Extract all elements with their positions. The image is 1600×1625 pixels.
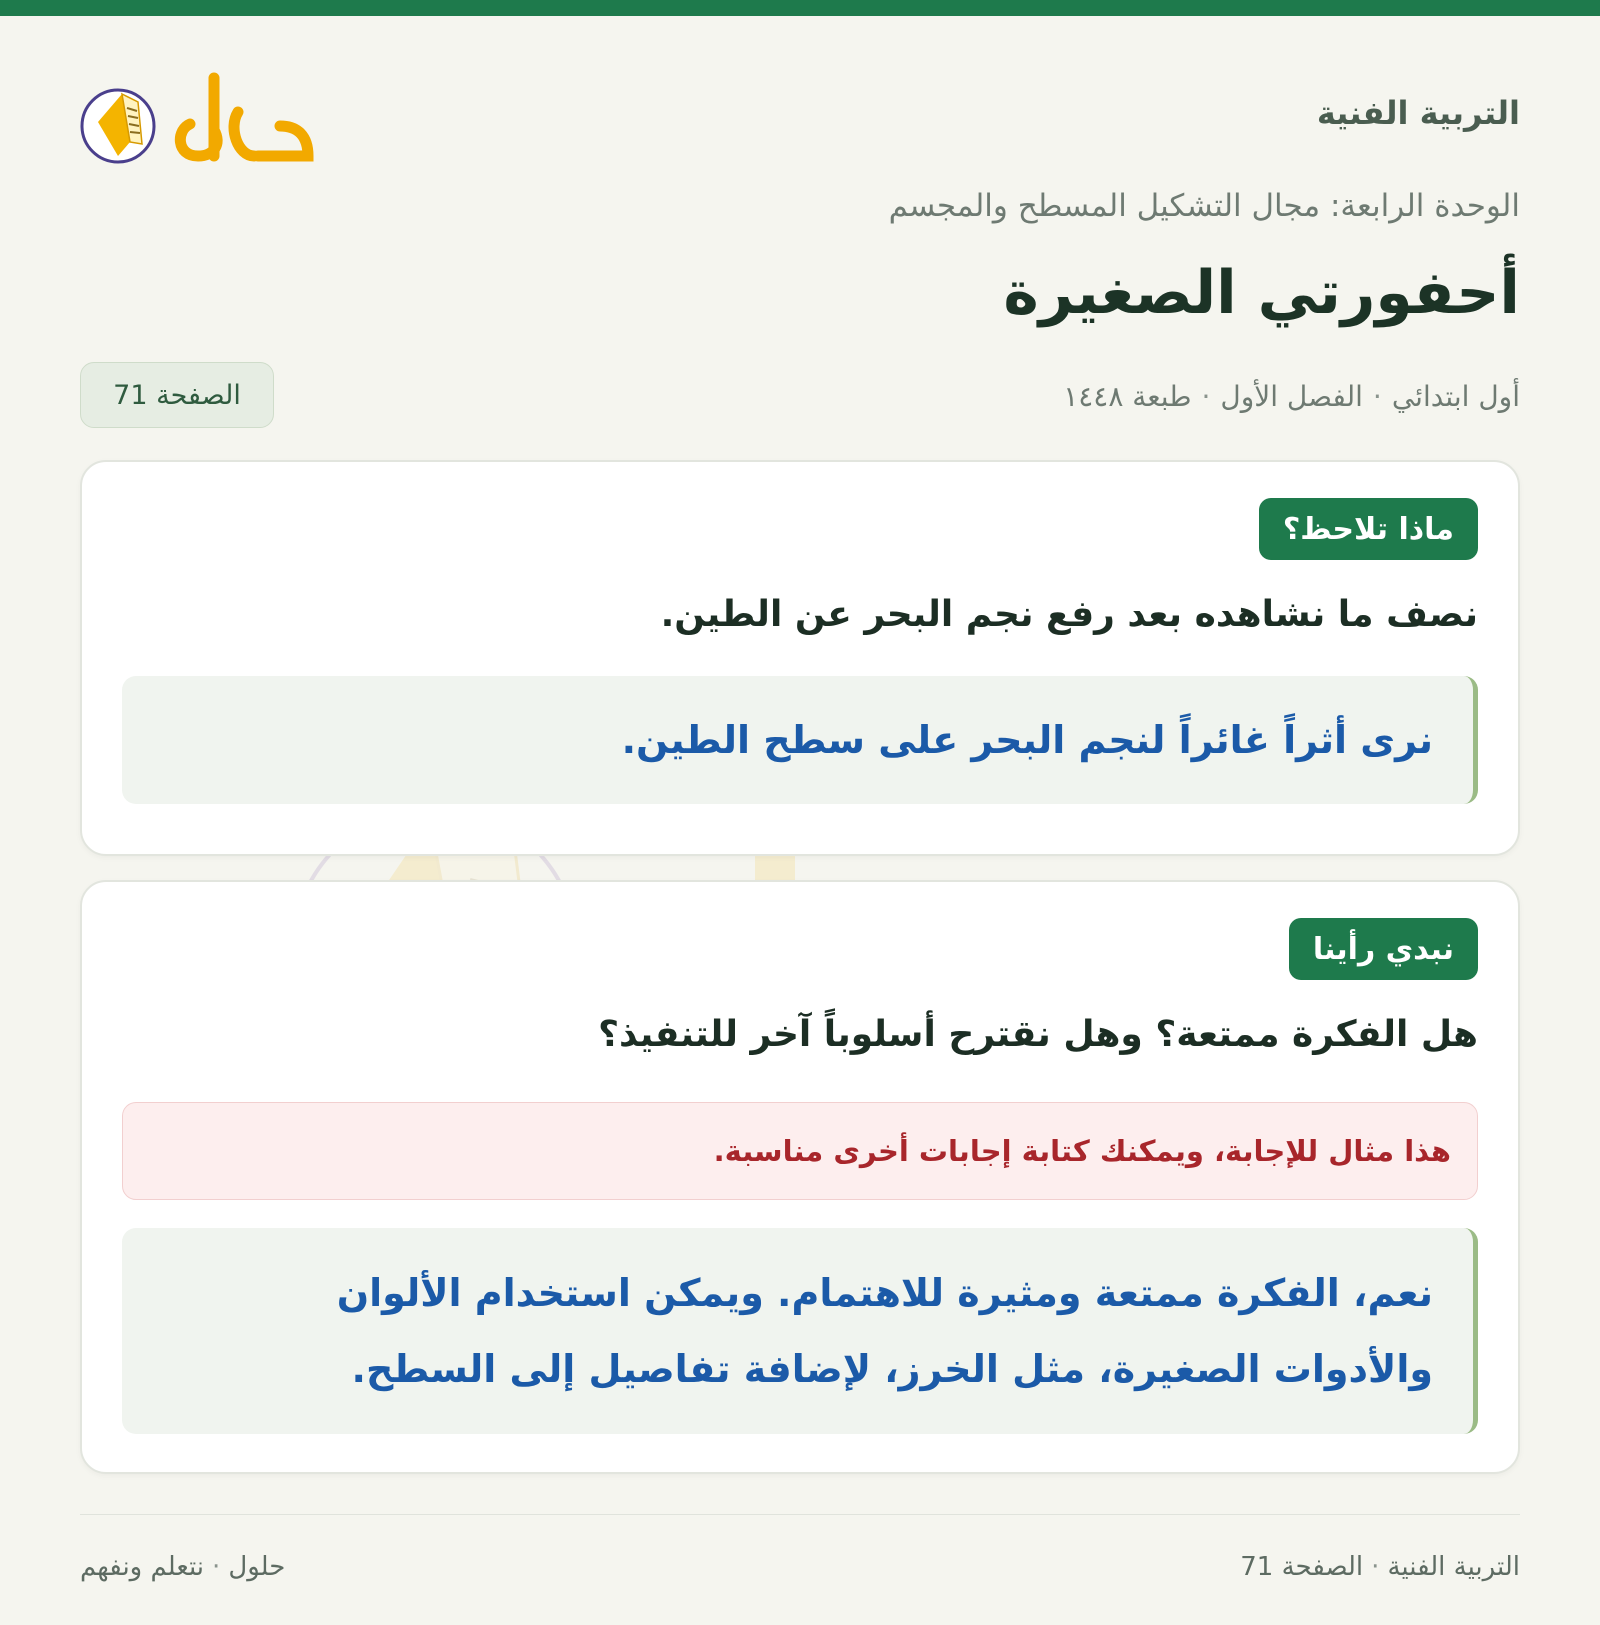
question-text: نصف ما نشاهده بعد رفع نجم البحر عن الطين. (660, 594, 1478, 635)
page (80, 16, 1520, 1625)
grade-label: أول ابتدائي (1391, 380, 1520, 413)
answer-box (122, 1228, 1478, 1434)
answer-box (122, 676, 1478, 804)
answer-text-line: والأدوات الصغيرة، مثل الخرز، لإضافة تفاصيل إلى السطح. (351, 1347, 1433, 1391)
top-accent-bar (0, 0, 1600, 16)
question-text: هل الفكرة ممتعة؟ وهل نقترح أسلوباً آخر للتنفيذ؟ (598, 1014, 1478, 1055)
separator-dot: · (1372, 380, 1382, 413)
separator-dot: · (1371, 1552, 1380, 1582)
answer-text-line: نعم، الفكرة ممتعة ومثيرة للاهتمام. ويمكن استخدام الألوان (336, 1271, 1433, 1315)
footer-left (80, 1552, 285, 1582)
hulul-logo[interactable] (80, 64, 340, 174)
section-tag: نبدي رأينا (1289, 918, 1478, 980)
note-text: هذا مثال للإجابة، ويمكنك كتابة إجابات أخرى مناسبة. (713, 1134, 1451, 1168)
example-note (122, 1102, 1478, 1200)
lesson-meta (1063, 380, 1520, 413)
footer-divider (80, 1514, 1520, 1515)
footer-brand[interactable]: حلول (228, 1552, 286, 1582)
separator-dot: · (1201, 380, 1211, 413)
footer-subject: التربية الفنية (1387, 1552, 1520, 1582)
section-card-opinion (80, 880, 1520, 1474)
footer-right (1240, 1552, 1520, 1582)
answer-text: نرى أثراً غائراً لنجم البحر على سطح الطين. (621, 718, 1433, 762)
footer-page: الصفحة 71 (1240, 1552, 1364, 1582)
term-label: الفصل الأول (1220, 380, 1363, 413)
edition-label: طبعة ١٤٤٨ (1063, 380, 1192, 413)
section-card-observe (80, 460, 1520, 856)
subject-title: التربية الفنية (1316, 94, 1520, 132)
lesson-title: أحفورتي الصغيرة (1003, 258, 1520, 328)
footer-slogan: نتعلم ونفهم (80, 1552, 205, 1582)
separator-dot: · (212, 1552, 221, 1582)
unit-title: الوحدة الرابعة: مجال التشكيل المسطح والمجسم (888, 188, 1520, 224)
page-header (80, 16, 1520, 224)
section-tag: ماذا تلاحظ؟ (1259, 498, 1478, 560)
page-number-badge: الصفحة 71 (80, 362, 274, 428)
